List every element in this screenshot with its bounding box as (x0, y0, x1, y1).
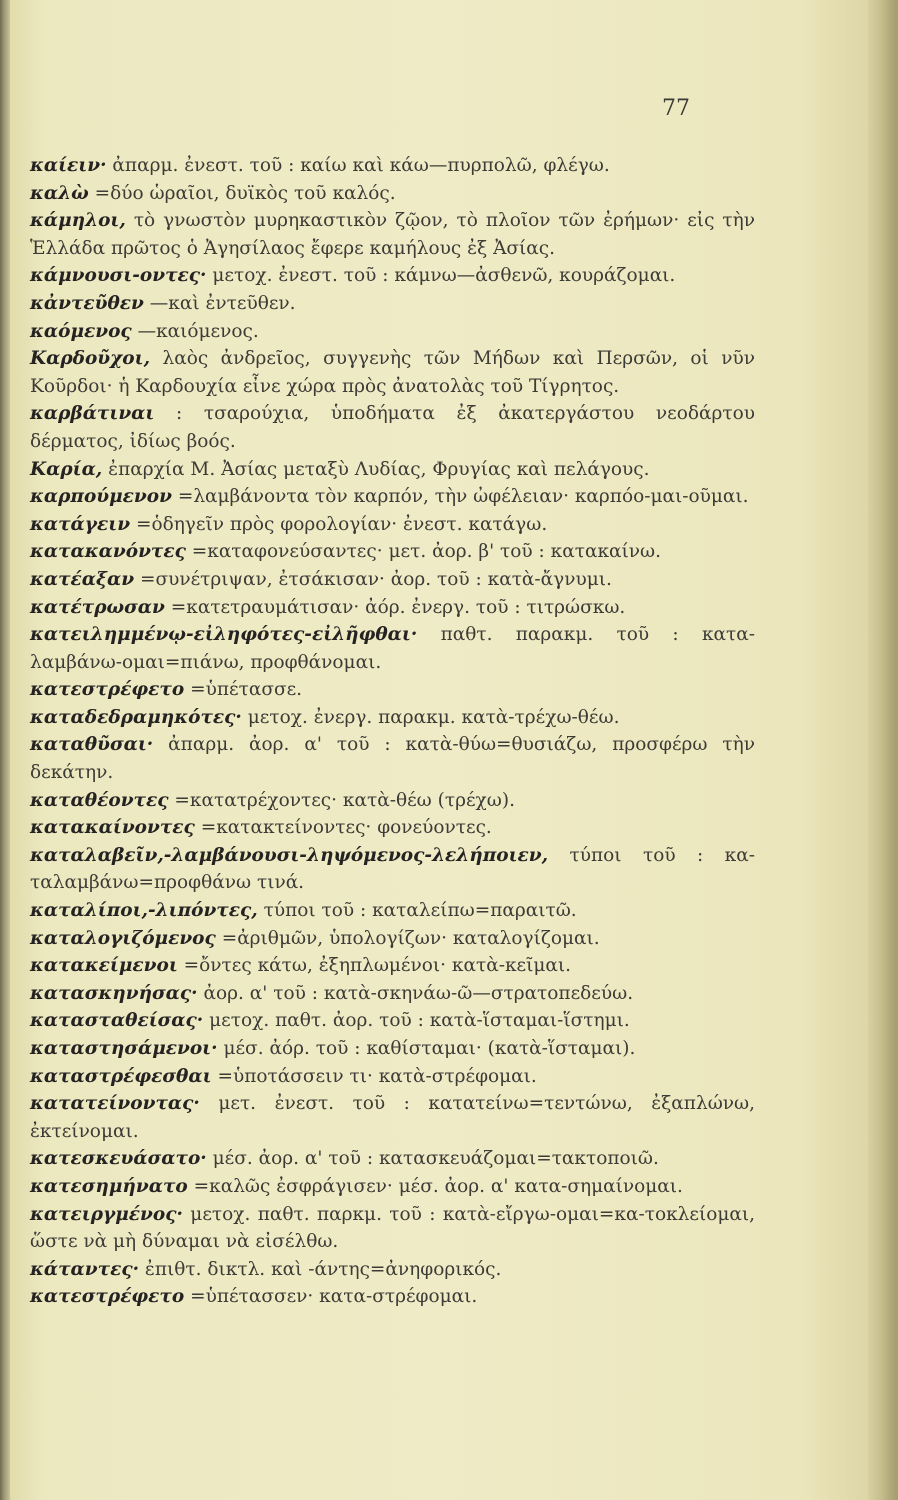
entry-definition: —καὶ ἐντεῦθεν. (149, 292, 296, 314)
glossary-entry (30, 980, 755, 1008)
entry-headword: κατασκηνήσας· (30, 982, 198, 1004)
entry-definition: μέσ. ἀορ. α' τοῦ : κατασκευάζομαι=τακτοποιῶ. (212, 1148, 659, 1170)
entry-headword: καταλαβεῖν,-λαμβάνουσι-ληψόμενος-λελήποιεν, (30, 844, 549, 866)
entry-definition: =ὑπέτασσε. (190, 679, 303, 701)
entry-headword: καταδεδραμηκότες· (30, 706, 242, 728)
entry-definition: —καιόμενος. (137, 320, 259, 342)
entry-definition: =δύο ὡραῖοι, δυϊκὸς τοῦ καλός. (94, 182, 396, 204)
entry-headword: κατασταθείσας· (30, 1010, 204, 1032)
entry-definition: τὸ γνωστὸν μυρηκαστικὸν ζῷον, τὸ πλοῖον τῶν ἐρήμων· εἰς τὴν Ἑλλάδα πρῶτος ὁ Ἀγησίλαος ἔφερε καμήλους ἐξ Ἀσίας. (30, 210, 755, 259)
entry-headword: Καρία, (30, 458, 103, 480)
glossary-entry (30, 290, 755, 318)
glossary-entry (30, 318, 755, 346)
glossary-entry (30, 952, 755, 980)
entry-definition: μετ. ἐνεστ. τοῦ : κατατείνω=τεντώνω, ἐξαπλώνω, ἐκτείνομαι. (30, 1093, 755, 1142)
glossary-entry (30, 262, 755, 290)
glossary-entry (30, 621, 755, 676)
entry-definition: ἐπαρχία Μ. Ἀσίας μεταξὺ Λυδίας, Φρυγίας καὶ πελάγους. (108, 458, 650, 480)
entry-headword: καίειν· (30, 155, 107, 176)
glossary-entry (30, 1201, 755, 1256)
entry-definition: παθτ. παρακμ. τοῦ : κατα-λαμβάνω-ομαι=πιάνω, προφθάνομαι. (30, 624, 755, 673)
entry-definition: =ὄντες κάτω, ἐξηπλωμένοι· κατὰ-κεῖμαι. (183, 955, 571, 977)
glossary-entry (30, 731, 755, 786)
entry-headword: κατεστρέφετο (30, 679, 185, 701)
entry-headword: κατακανόντες (30, 541, 186, 563)
entry-headword: κάμνουσι-οντες· (30, 265, 207, 287)
entry-headword: καταλίποι,-λιπόντες, (30, 900, 258, 922)
entry-headword: καταλογιζόμενος (30, 927, 216, 949)
glossary-entry (30, 152, 755, 180)
entry-headword: κατέαξαν (30, 568, 135, 590)
entry-definition: τύποι τοῦ : κα-ταλαμβάνω=προφθάνω τινά. (30, 844, 755, 894)
glossary-entry (30, 511, 755, 539)
entry-definition: =κατατρέχοντες· κατὰ-θέω (τρέχω). (174, 789, 515, 811)
entry-headword: καταστησάμενοι· (30, 1038, 218, 1059)
entry-headword: κατεσημήνατο (30, 1175, 188, 1197)
entry-headword: καταστρέφεσθαι (30, 1065, 212, 1087)
entry-definition: : τσαρούχια, ὑποδήματα ἐξ ἀκατεργάστου νεοδάρτου δέρματος, ἰδίως βοός. (30, 403, 755, 452)
entry-definition: =καταφονεύσαντες· μετ. ἀορ. β' τοῦ : κατακαίνω. (191, 541, 661, 563)
entry-definition: =κατακτείνοντες· φονεύοντες. (200, 817, 492, 839)
glossary-entry (30, 1283, 755, 1311)
entry-definition: =ὑποτάσσειν τι· κατὰ-στρέφομαι. (217, 1065, 537, 1087)
entry-headword: καρπούμενον (30, 486, 172, 508)
entry-headword: κατεσκευάσατο· (30, 1148, 207, 1170)
entry-headword: κατακείμενοι (30, 955, 178, 977)
glossary-entry (30, 1090, 755, 1145)
entry-definition: =ἀριθμῶν, ὑπολογίζων· καταλογίζομαι. (221, 927, 600, 949)
entry-definition: λαὸς ἀνδρεῖος, συγγενὴς τῶν Μήδων καὶ Περσῶν, οἱ νῦν Κοῦρδοι· ἡ Καρδουχία εἶνε χώρα πρὸς ἀνατολὰς τοῦ Τίγρητος. (30, 348, 755, 397)
entry-headword: καρβάτιναι (30, 403, 155, 425)
entry-headword: κἀντεῦθεν (30, 292, 144, 314)
glossary-entry (30, 704, 755, 732)
glossary-entry (30, 1007, 755, 1035)
glossary-entry (30, 345, 755, 400)
glossary-entry (30, 456, 755, 484)
entry-definition: μετοχ. ἐνεστ. τοῦ : κάμνω—ἀσθενῶ, κουράζομαι. (212, 265, 676, 287)
entry-headword: καταθῦσαι· (30, 734, 154, 756)
glossary-entry (30, 1173, 755, 1201)
entry-definition: =λαμβάνοντα τὸν καρπόν, τὴν ὠφέλειαν· καρπόο-μαι-οῦμαι. (177, 486, 749, 508)
entry-definition: τύποι τοῦ : καταλείπω=παραιτῶ. (263, 900, 577, 922)
entry-headword: καλὼ (30, 182, 89, 204)
book-binding-edge (0, 0, 10, 1500)
glossary-entry (30, 483, 755, 511)
entry-headword: κατάγειν (30, 513, 131, 535)
glossary-entry (30, 676, 755, 704)
page-number: 77 (662, 96, 690, 121)
glossary-entry (30, 400, 755, 455)
entry-headword: Καρδοῦχοι, (30, 348, 151, 370)
glossary-entry (30, 787, 755, 815)
entry-definition: =συνέτριψαν, ἐτσάκισαν· ἀορ. τοῦ : κατὰ-ἄγνυμι. (139, 568, 612, 590)
book-page (10, 0, 868, 1500)
entry-definition: ἀπαρμ. ἀορ. α' τοῦ : κατὰ-θύω=θυσιάζω, προσφέρω τὴν δεκάτην. (30, 734, 756, 784)
entry-definition: μέσ. ἀόρ. τοῦ : καθίσταμαι· (κατὰ-ἵσταμαι). (223, 1038, 636, 1059)
entry-headword: κατειργμένος· (30, 1203, 183, 1225)
entry-headword: κατέτρωσαν (30, 596, 165, 618)
glossary-entry (30, 897, 755, 925)
entry-definition: ἀορ. α' τοῦ : κατὰ-σκηνάω-ῶ—στρατοπεδεύω. (203, 982, 634, 1004)
glossary-entry (30, 814, 755, 842)
glossary-entry (30, 1145, 755, 1173)
entry-definition: ἐπιθτ. δικτλ. καὶ -άντης=ἀνηφορικός. (144, 1258, 502, 1280)
page-stack-edge (868, 0, 898, 1500)
entry-headword: καταθέοντες (30, 789, 169, 811)
entry-headword: κάταντες· (30, 1258, 140, 1280)
entry-definition: μετοχ. ἐνεργ. παρακμ. κατὰ-τρέχω-θέω. (247, 706, 620, 728)
entry-headword: καόμενος (30, 320, 132, 342)
entry-headword: κατακαίνοντες (30, 817, 195, 839)
entry-definition: =κατετραυμάτισαν· ἀόρ. ἐνεργ. τοῦ : τιτρώσκω. (170, 596, 626, 618)
glossary-entry (30, 842, 755, 897)
entry-headword: κατειλημμένῳ-εἰληφότες-εἰλῆφθαι· (30, 624, 418, 646)
entry-definition: μετοχ. παθτ. ἀορ. τοῦ : κατὰ-ἵσταμαι-ἵστημι. (209, 1010, 630, 1032)
entry-headword: κατατείνοντας· (30, 1093, 200, 1115)
glossary-entry (30, 180, 755, 208)
entry-definition: μετοχ. παθτ. παρκμ. τοῦ : κατὰ-εἴργω-ομαι=κα-τοκλείομαι, ὥστε νὰ μὴ δύναμαι νὰ εἰσέλθω. (30, 1203, 755, 1253)
entry-definition: =καλῶς ἐσφράγισεν· μέσ. ἀορ. α' κατα-σημαίνομαι. (193, 1175, 683, 1197)
entry-headword: κάμηλοι, (30, 210, 126, 232)
glossary-entry (30, 566, 755, 594)
glossary-entry (30, 1063, 755, 1091)
glossary-entry (30, 1035, 755, 1063)
glossary-entry (30, 925, 755, 953)
entry-definition: =ὑπέτασσεν· κατα-στρέφομαι. (190, 1286, 478, 1308)
glossary-entry (30, 594, 755, 622)
glossary-entry (30, 538, 755, 566)
glossary-entries (30, 152, 755, 1311)
entry-headword: κατεστρέφετο (30, 1286, 185, 1308)
glossary-entry (30, 207, 755, 262)
entry-definition: ἀπαρμ. ἐνεστ. τοῦ : καίω καὶ κάω—πυρπολῶ, φλέγω. (112, 155, 610, 176)
entry-definition: =ὁδηγεῖν πρὸς φορολογίαν· ἐνεστ. κατάγω. (135, 513, 548, 535)
glossary-entry (30, 1256, 755, 1284)
